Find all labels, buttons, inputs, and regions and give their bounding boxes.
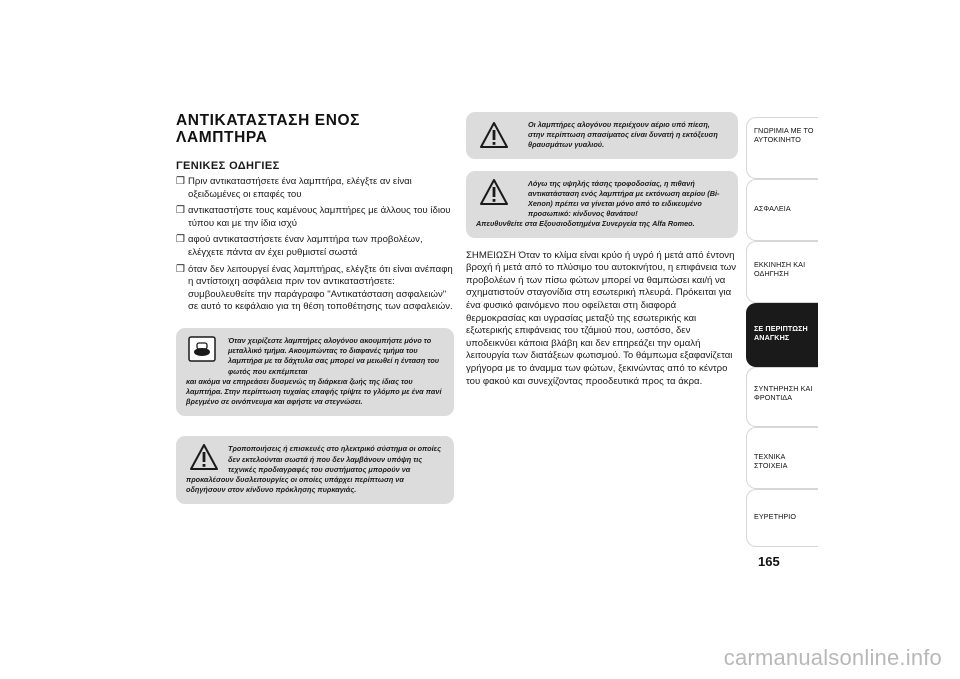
tab-safety[interactable]: ΑΣΦΑΛΕΙΑ bbox=[746, 179, 818, 241]
pressure-warning-box bbox=[466, 112, 738, 159]
checkbox-bullet-icon: ❒ bbox=[176, 176, 185, 187]
chapter-tabs bbox=[746, 117, 818, 547]
warning-triangle-icon bbox=[190, 444, 218, 470]
tab-maintenance-care[interactable]: ΣΥΝΤΗΡΗΣΗ ΚΑΙ ΦΡΟΝΤΙΔΑ bbox=[746, 367, 818, 427]
page-number: 165 bbox=[758, 554, 780, 569]
tab-index[interactable]: ΕΥΡΕΤΗΡΙΟ bbox=[746, 489, 818, 547]
tab-getting-to-know-car[interactable]: ΓΝΩΡΙΜΙΑ ΜΕ ΤΟ ΑΥΤΟΚΙΝΗΤΟ bbox=[746, 117, 818, 179]
checkbox-bullet-icon: ❒ bbox=[176, 263, 185, 275]
warning-triangle-icon bbox=[480, 122, 508, 148]
checkbox-bullet-icon: ❒ bbox=[176, 234, 185, 246]
warning-triangle-icon bbox=[480, 179, 508, 205]
warning-text-rest: Απευθυνθείτε στα Εξουσιοδοτημένα Συνεργεία της Alfa Romeo. bbox=[476, 219, 695, 229]
right-column bbox=[466, 112, 738, 398]
section-title bbox=[176, 112, 454, 146]
left-column bbox=[176, 112, 454, 504]
watermark-text: carmanualsonline.info bbox=[723, 645, 942, 670]
warning-text-lead: Τροποποιήσεις ή επισκευές στο ηλεκτρικό σύστημα οι οποίες δεν εκτελούνται σωστά ή που δεν λαμβάνουν υπόψη τις τεχνικές προδιαγραφές του συστήματος μπορούν να bbox=[228, 444, 442, 474]
checkbox-bullet-icon: ❒ bbox=[176, 205, 185, 217]
tab-technical-data[interactable]: ΤΕΧΝΙΚΑ ΣΤΟΙΧΕΙΑ bbox=[746, 427, 818, 489]
instruction-list bbox=[176, 176, 454, 314]
warning-text-lead: Όταν χειρίζεστε λαμπτήρες αλογόνου ακουμπήστε μόνο το μεταλλικό τμήμα. Ακουμπώντας το διαφανές τμήμα του λαμπτήρα με τα δάχτυλα σας μπορεί να μειωθεί η ένταση του φωτός που εκπέμπεται bbox=[228, 335, 440, 376]
warning-text-lead: Λόγω της υψηλής τάσης τροφοδοσίας, η πιθανή αντικατάσταση ενός λαμπτήρα με εκτόνωση αερίου (Bi-Xenon) πρέπει να γίνεται μόνο από το ειδικευμένο προσωπικό: κίνδυνος θανάτου! bbox=[528, 178, 720, 219]
title-line-2: ΛΑΜΠΤΗΡΑ bbox=[176, 129, 268, 146]
xenon-warning-box bbox=[466, 171, 738, 238]
warning-text: Οι λαμπτήρες αλογόνου περιέχουν αέριο υπό πίεση, στην περίπτωση σπασίματος είναι δυνατή η εκτόξευση θραυσμάτων γυαλιού. bbox=[528, 120, 718, 150]
list-item: ❒ αφού αντικαταστήσετε έναν λαμπτήρα των προβολέων, ελέγχετε πάντα αν έχει ρυθμιστεί σωστά bbox=[176, 234, 423, 258]
lamp-warning-box bbox=[176, 328, 454, 416]
list-item: ❒ αντικαταστήστε τους καμένους λαμπτήρες με άλλους του ίδιου τύπου και με την ίδια ισχύ bbox=[176, 205, 451, 229]
warning-text-rest: προκαλέσουν δυσλειτουργίες οι οποίες υπάρχει περίπτωση να οδηγήσουν στον κίνδυνο πρόκλησης πυρκαγιάς. bbox=[186, 474, 404, 495]
title-line-1: ΑΝΤΙΚΑΤΑΣΤΑΣΗ ΕΝΟΣ bbox=[176, 112, 361, 129]
list-item: ❒ Πριν αντικαταστήσετε ένα λαμπτήρα, ελέγξτε αν είναι οξειδωμένες οι επαφές του bbox=[176, 176, 412, 200]
list-item: ❒ όταν δεν λειτουργεί ένας λαμπτήρας, ελέγξτε ότι είναι ανέπαφη η αντίστοιχη ασφάλεια πριν τον αντικαταστήσετε: συμβουλευθείτε την παράγραφο "Αντικατάσταση ασφαλειών" σε αυτό το κεφάλαιο για τη θέση τοποθέτησης των ασφαλειών. bbox=[176, 263, 453, 313]
subsection-title: ΓΕΝΙΚΕΣ ΟΔΗΓΙΕΣ bbox=[176, 160, 280, 172]
note-paragraph: ΣΗΜΕΙΩΣΗ Όταν το κλίμα είναι κρύο ή υγρό ή μετά από έντονη βροχή ή μετά από το πλύσιμο του αυτοκινήτου, η επιφάνεια των προβολέων ή των πίσω φώτων μπορεί να θαμπώσει και/ή να σχηματιστούν σταγονίδια στη εσωτερική πλευρά. Πρόκειται για ένα φυσικό φαινόμενο που οφείλεται στη διαφορά θερμοκρασίας και υγρασίας μεταξύ της εσωτερικής και εξωτερικής επιφάνειας του τζάμιού που, ωστόσο, δεν υποδεικνύει κάποια βλάβη και δεν επηρεάζει την ομαλή λειτουργία των διατάξεων φωτισμού. Το θάμπωμα εξαφανίζεται γρήγορα με το άναμμα των φώτων, ξεκινώντας από το κέντρο του φακού και συνεχίζοντας προοδευτικά προς τα άκρα. bbox=[466, 249, 737, 387]
electrical-warning-box bbox=[176, 436, 454, 504]
warning-text-rest: και ακόμα να επηρεάσει δυσμενώς τη διάρκεια ζωής της ίδιας του λαμπτήρα. Στην περίπτωση τυχαίας επαφής τρίψτε το γλόμπο με ένα πανί βρεγμένο σε οινόπνευμα και αφήστε να στεγνώσει. bbox=[186, 376, 442, 407]
tab-starting-driving[interactable]: ΕΚΚΙΝΗΣΗ ΚΑΙ ΟΔΗΓΗΣΗ bbox=[746, 241, 818, 303]
tab-emergency[interactable]: ΣΕ ΠΕΡΙΠΤΩΣΗ ΑΝΑΓΚΗΣ bbox=[746, 303, 818, 367]
lamp-warning-icon bbox=[188, 336, 216, 362]
